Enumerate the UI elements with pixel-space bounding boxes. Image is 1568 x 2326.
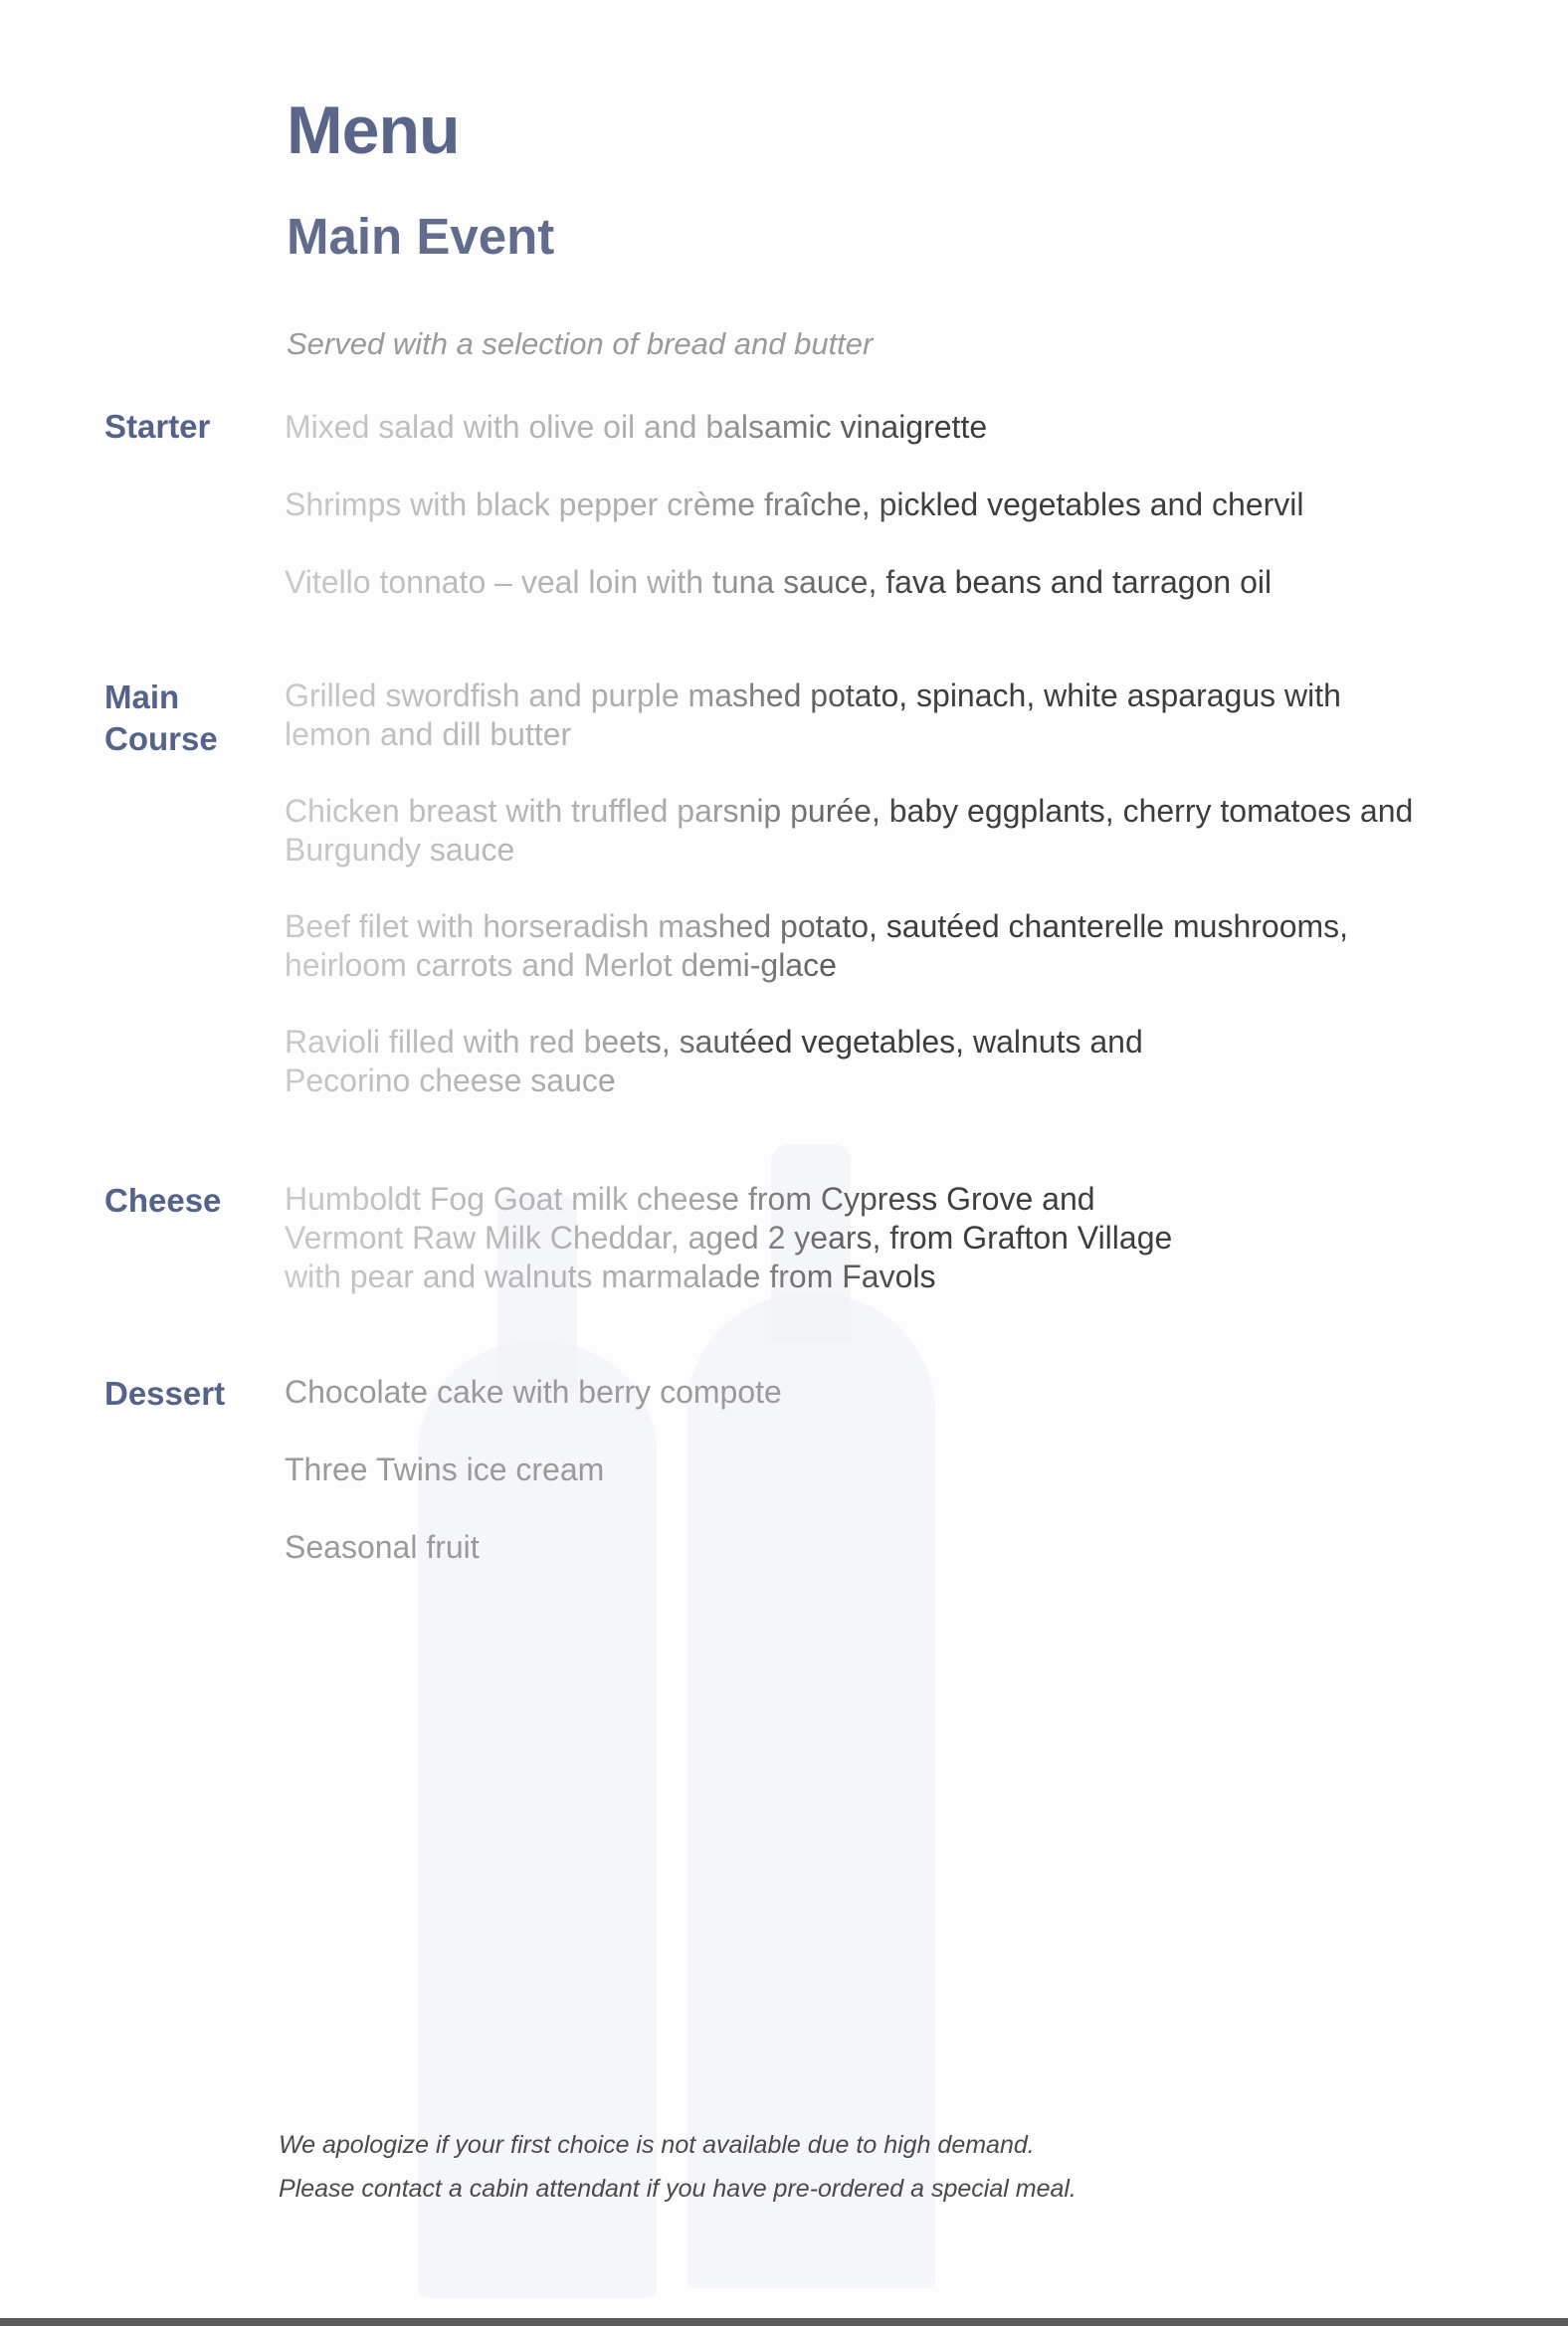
cheese-line: with pear and walnuts marmalade from Favols	[285, 1258, 1439, 1296]
main-course-item: Beef filet with horseradish mashed potato, sautéed chanterelle mushrooms, heirloom carrots and Merlot demi-glace	[285, 907, 1389, 985]
cheese-line: Vermont Raw Milk Cheddar, aged 2 years, from Grafton Village	[285, 1219, 1439, 1258]
section-label-dessert: Dessert	[104, 1375, 226, 1412]
section-label-main-course	[104, 677, 274, 760]
dessert-item: Three Twins ice cream	[285, 1452, 605, 1487]
section-label-main-course-line1: Main	[104, 678, 180, 715]
main-course-item: Ravioli filled with red beets, sautéed vegetables, walnuts and Pecorino cheese sauce	[285, 1023, 1180, 1100]
cheese-line: Humboldt Fog Goat milk cheese from Cypress Grove and	[285, 1180, 1439, 1219]
menu-subtitle: Main Event	[287, 208, 555, 265]
main-course-item: Grilled swordfish and purple mashed potato, spinach, white asparagus with lemon and dill butter	[285, 677, 1389, 754]
section-label-starter: Starter	[104, 408, 211, 445]
dessert-item: Seasonal fruit	[285, 1529, 480, 1565]
served-note: Served with a selection of bread and butter	[287, 326, 874, 361]
section-label-main-course-line2: Course	[104, 720, 218, 757]
footer-special-meal: Please contact a cabin attendant if you have pre-ordered a special meal.	[279, 2175, 1077, 2203]
starter-item: Shrimps with black pepper crème fraîche, pickled vegetables and chervil	[285, 485, 1439, 524]
footer-apology: We apologize if your first choice is not available due to high demand.	[279, 2131, 1035, 2159]
starter-item: Mixed salad with olive oil and balsamic vinaigrette	[285, 408, 1439, 447]
section-label-cheese: Cheese	[104, 1182, 222, 1219]
dessert-item: Chocolate cake with berry compote	[285, 1374, 782, 1410]
main-course-item: Chicken breast with truffled parsnip purée, baby eggplants, cherry tomatoes and Burgundy sauce	[285, 792, 1439, 870]
menu-title: Menu	[287, 93, 460, 168]
scan-bottom-edge	[0, 2318, 1568, 2326]
starter-item: Vitello tonnato – veal loin with tuna sauce, fava beans and tarragon oil	[285, 563, 1439, 602]
